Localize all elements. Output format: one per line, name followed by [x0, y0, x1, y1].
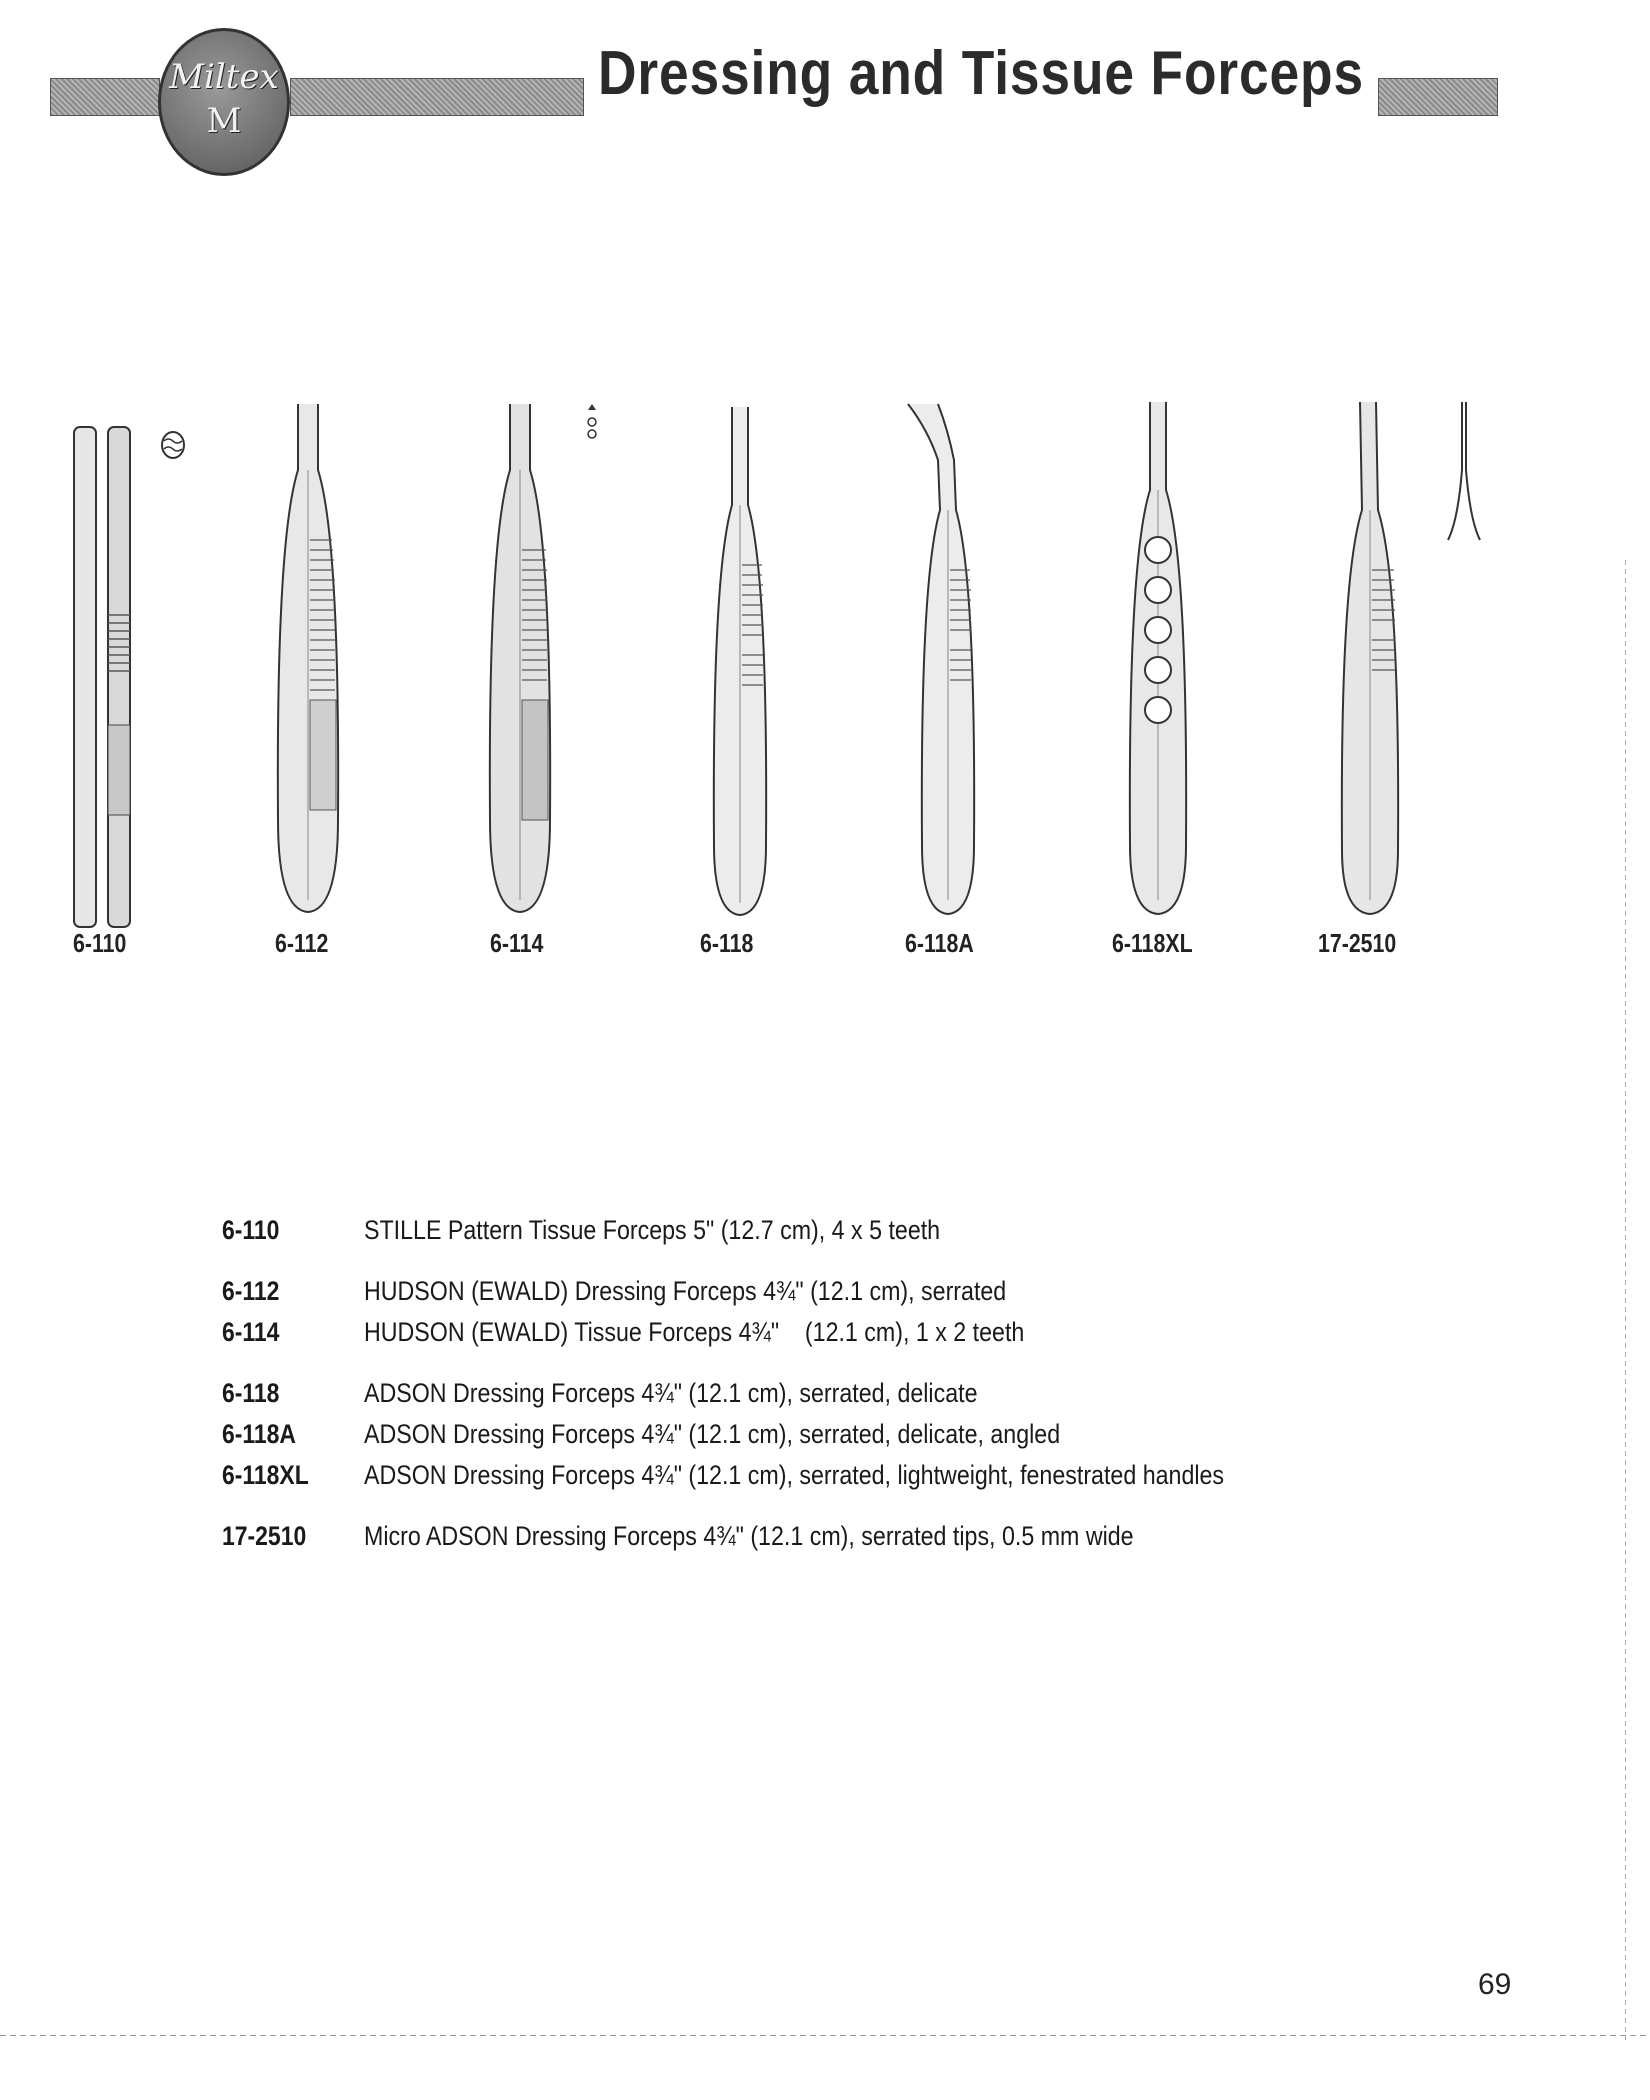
catalog-row: [222, 1419, 1372, 1460]
part-number: 6-118A: [222, 1419, 297, 1449]
part-description: STILLE Pattern Tissue Forceps 5" (12.7 cm), 4 x 5 teeth: [364, 1215, 941, 1245]
part-number: 6-112: [222, 1276, 280, 1306]
part-number: 6-114: [222, 1317, 280, 1347]
page-title: Dressing and Tissue Forceps: [598, 39, 1365, 108]
part-number: 6-118: [222, 1378, 280, 1408]
catalog-row: [222, 1378, 1372, 1419]
header-bar-right: [1378, 78, 1498, 116]
instrument-code: 6-118XL: [1112, 928, 1193, 958]
logo-letter: M: [206, 101, 242, 141]
part-description: HUDSON (EWALD) Tissue Forceps 4¾" (12.1 cm), 1 x 2 teeth: [364, 1317, 1025, 1347]
instrument-illustration-6-110: [68, 425, 188, 935]
instrument-illustration-6-112: [268, 400, 348, 920]
part-number: 6-110: [222, 1215, 280, 1245]
instrument-illustration-17-2510: [1330, 400, 1490, 920]
part-description: HUDSON (EWALD) Dressing Forceps 4¾" (12.1 cm), serrated: [364, 1276, 1007, 1306]
header-bar-left: [50, 78, 160, 116]
catalog-row: [222, 1317, 1372, 1358]
footer-divider: [0, 2035, 1650, 2036]
page-number: 69: [1478, 1968, 1512, 2001]
instrument-code: 6-118A: [905, 928, 974, 958]
catalog-row: [222, 1460, 1372, 1501]
instrument-illustration-6-114: [480, 400, 600, 920]
page-edge-divider: [1625, 560, 1626, 2040]
instrument-illustration-6-118: [700, 405, 780, 920]
instrument-code: 6-114: [490, 928, 544, 958]
instrument-code: 6-112: [275, 928, 329, 958]
instrument-illustration-6-118A: [898, 400, 998, 920]
instrument-code: 6-118: [700, 928, 754, 958]
part-number: 6-118XL: [222, 1460, 309, 1490]
part-description: ADSON Dressing Forceps 4¾" (12.1 cm), serrated, delicate: [364, 1378, 978, 1408]
part-description: Micro ADSON Dressing Forceps 4¾" (12.1 cm), serrated tips, 0.5 mm wide: [364, 1521, 1134, 1551]
part-description: ADSON Dressing Forceps 4¾" (12.1 cm), serrated, lightweight, fenestrated handles: [364, 1460, 1225, 1490]
part-number: 17-2510: [222, 1521, 307, 1551]
header-bar-middle: [290, 78, 584, 116]
catalog-row: [222, 1521, 1372, 1562]
catalog-list: [222, 1215, 1372, 1562]
instrument-illustration-6-118XL: [1118, 400, 1198, 920]
logo-script-text: Miltex: [169, 57, 279, 97]
brand-logo: [158, 28, 290, 176]
catalog-row: [222, 1215, 1372, 1256]
instrument-code: 6-110: [73, 928, 127, 958]
catalog-row: [222, 1276, 1372, 1317]
instrument-code: 17-2510: [1318, 928, 1397, 958]
part-description: ADSON Dressing Forceps 4¾" (12.1 cm), serrated, delicate, angled: [364, 1419, 1061, 1449]
